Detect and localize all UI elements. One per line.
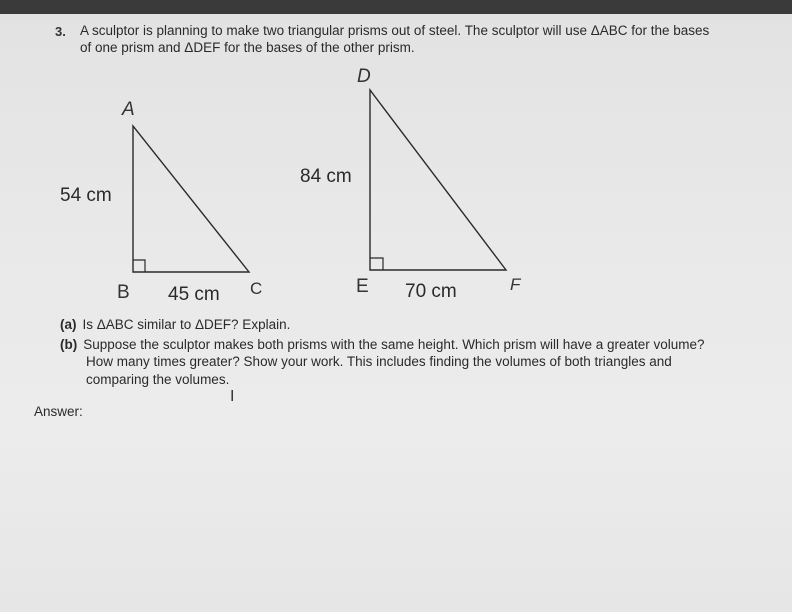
part-b-line-3: comparing the volumes. [86,372,230,387]
text-cursor-icon: I [230,388,235,405]
part-b-line-2: How many times greater? Show your work. This includes finding the volumes of both triangles and [86,354,672,369]
part-a-tag: (a) [60,317,77,332]
right-angle-mark-e [370,258,383,270]
part-b-tag: (b) [60,337,78,352]
vertex-f-label: F [510,275,521,294]
part-b-line-1 [60,337,705,352]
right-angle-mark-b [133,260,145,272]
part-b-text-1: Suppose the sculptor makes both prisms with the same height. Which prism will have a greater volume? [83,337,705,352]
side-ef-length: 70 cm [405,281,457,302]
vertex-a-label: A [122,99,135,120]
vertex-b-label: B [117,282,130,303]
vertex-d-label: D [357,66,371,87]
vertex-c-label: C [250,279,263,298]
side-bc-length: 45 cm [168,284,220,305]
question-intro-line-2: of one prism and ΔDEF for the bases of the other prism. [80,40,415,55]
triangle-abc [133,126,249,272]
side-ab-length: 54 cm [60,185,112,206]
answer-label: Answer: [34,404,83,419]
vertex-e-label: E [356,276,369,297]
triangle-def [370,90,506,270]
side-de-length: 84 cm [300,166,352,187]
question-number: 3. [55,24,66,39]
part-a [60,317,290,332]
answer-area[interactable] [30,425,770,595]
part-a-text: Is ΔABC similar to ΔDEF? Explain. [82,317,291,332]
question-intro-line-1: A sculptor is planning to make two triangular prisms out of steel. The sculptor will use ΔABC for the bases [80,23,710,38]
